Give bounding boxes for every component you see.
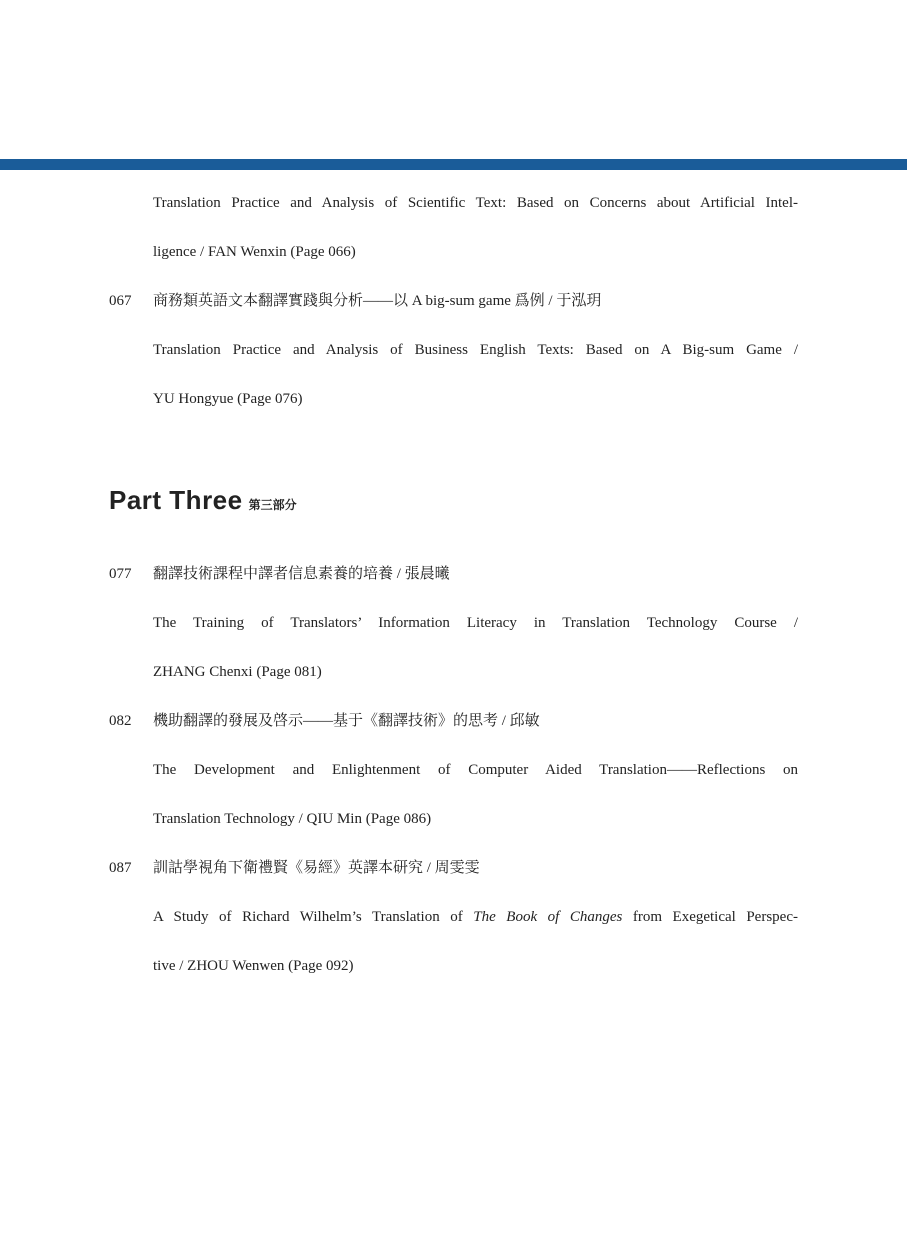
entry-087-title-prefix: A Study of Richard Wilhelm’s Translation of [153,909,474,925]
entry-067-page-number: 067 [109,293,132,309]
entry-087-chinese-title: 訓詁學視角下衛禮賢《易經》英譯本研究 / 周雯雯 [153,860,480,876]
entry-077-english-author: ZHANG Chenxi (Page 081) [153,664,322,680]
entry-082-page-number: 082 [109,713,132,729]
entry-067-chinese-title: 商務類英語文本翻譯實踐與分析——以 A big-sum game 爲例 / 于泓玥 [153,293,602,309]
entry-077-english-title: The Training of Translators’ Information Literacy in Translation Technology Course / [153,615,798,631]
entry-066-english-title: Translation Practice and Analysis of Scientific Text: Based on Concerns about Artificial Intel- [153,195,798,211]
part-title-english: Part Three [109,485,243,515]
header-accent-bar [0,159,907,170]
entry-087-page-number: 087 [109,860,132,876]
entry-087-title-suffix: from Exegetical Perspec- [622,909,798,925]
entry-067-english-author: YU Hongyue (Page 076) [153,391,303,407]
part-title-chinese: 第三部分 [248,498,297,512]
entry-082-english-author: Translation Technology / QIU Min (Page 086) [153,811,432,827]
entry-067-english-title: Translation Practice and Analysis of Business English Texts: Based on A Big-sum Game / [153,342,798,358]
entry-066-english-author: ligence / FAN Wenxin (Page 066) [153,244,356,260]
entry-087-english-author: tive / ZHOU Wenwen (Page 092) [153,958,354,974]
part-three-heading [109,485,297,516]
entry-082-english-title: The Development and Enlightenment of Computer Aided Translation——Reflections on [153,762,798,778]
entry-077-page-number: 077 [109,566,132,582]
entry-077-chinese-title: 翻譯技術課程中譯者信息素養的培養 / 張晨曦 [153,566,450,582]
entry-087-book-title: The Book of Changes [473,909,623,925]
entry-087-english-title [153,907,798,927]
entry-082-chinese-title: 機助翻譯的發展及啓示——基于《翻譯技術》的思考 / 邱敏 [153,713,540,729]
